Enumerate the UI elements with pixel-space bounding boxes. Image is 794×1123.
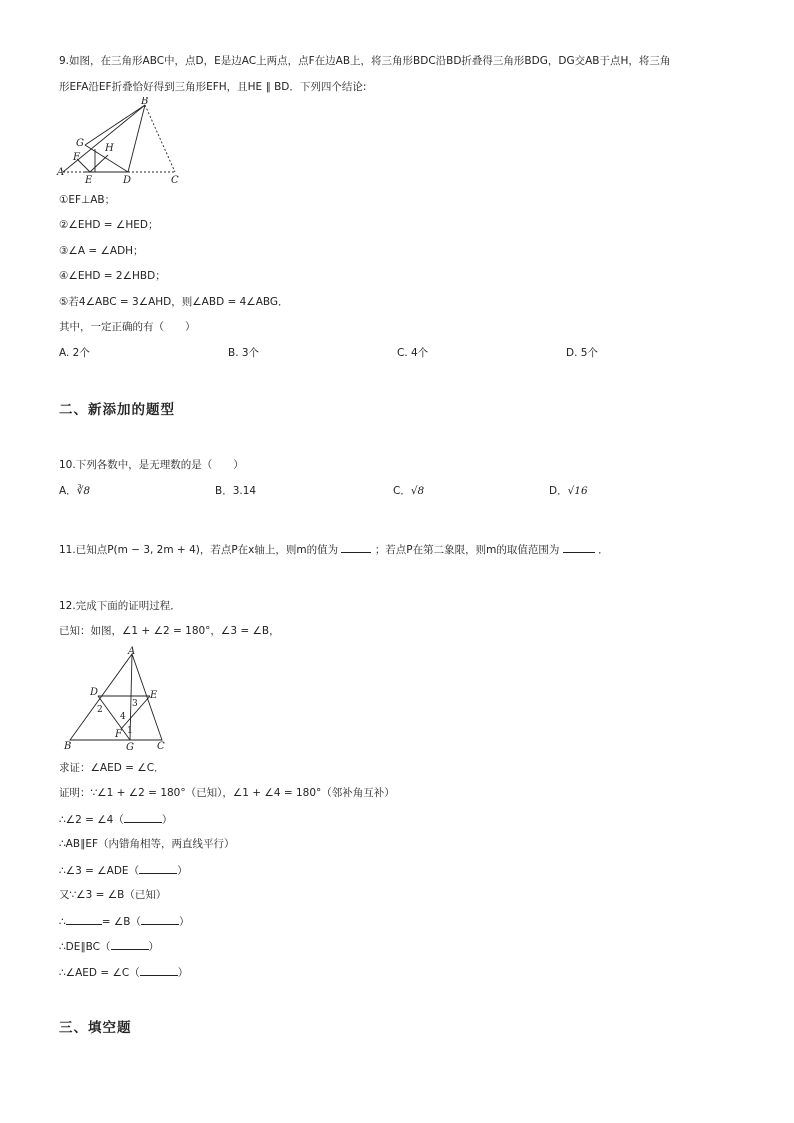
q10-stem: 10.下列各数中，是无理数的是（ ） xyxy=(59,459,244,471)
q10-option-d-letter: D． xyxy=(549,485,568,497)
q9-item-2: ②∠EHD = ∠HED； xyxy=(59,219,159,231)
q10-option-c-letter: C． xyxy=(393,485,411,497)
q12-label-C: C xyxy=(157,741,165,752)
q11-stem xyxy=(59,542,609,557)
q9-label-G: G xyxy=(76,138,84,149)
q10-option-a[interactable] xyxy=(59,484,90,498)
q9-label-E: E xyxy=(85,175,93,186)
q12-label-F: F xyxy=(115,729,122,740)
q12-proof-text: ∴DE∥BC（ xyxy=(59,941,111,953)
q9-option-b[interactable]: B. 3个 xyxy=(228,347,260,359)
q10-option-c[interactable] xyxy=(393,484,424,498)
q10-option-d-content: √16 xyxy=(567,485,588,497)
q9-question: 其中，一定正确的有（ ） xyxy=(59,321,196,333)
q10-option-a-letter: A． xyxy=(59,485,77,497)
section-2-heading: 二、新添加的题型 xyxy=(59,402,175,418)
q9-option-c[interactable]: C. 4个 xyxy=(397,347,429,359)
q10-option-a-content: ∛8 xyxy=(76,485,91,497)
q12-proof-text: ） xyxy=(177,865,188,877)
q11-part1: 11.已知点P(m − 3, 2m + 4)，若点P在x轴上，则m的值为 xyxy=(59,544,339,556)
q9-label-H: H xyxy=(105,143,114,154)
q12-proof-line-6 xyxy=(59,914,189,929)
q9-label-B: B xyxy=(141,97,149,107)
q12-proof-text: = ∠B（ xyxy=(101,916,141,928)
q10-option-b[interactable] xyxy=(215,484,256,498)
q11-blank-1[interactable] xyxy=(341,542,371,553)
q12-label-B: B xyxy=(64,741,72,752)
q12-blank-reason-6[interactable] xyxy=(141,914,179,925)
q12-given: 已知：如图，∠1 + ∠2 = 180°，∠3 = ∠B， xyxy=(59,625,280,637)
q12-proof-line-8 xyxy=(59,965,188,980)
q9-stem-line1: 9.如图，在三角形ABC中，点D，E是边AC上两点，点F在边AB上，将三角形BDC沿BD折叠得三角形BDG，DG交AB于点H，将三角 xyxy=(59,55,671,67)
q12-figure xyxy=(60,645,175,753)
q12-angle-1: 1 xyxy=(127,726,133,736)
q9-item-3: ③∠A = ∠ADH； xyxy=(59,245,144,257)
q9-item-5: ⑤若4∠ABC = 3∠AHD，则∠ABD = 4∠ABG． xyxy=(59,296,289,308)
q9-label-A: A xyxy=(57,167,65,178)
q12-angle-3: 3 xyxy=(132,699,138,709)
q12-proof-text: ） xyxy=(177,967,189,979)
q12-proof-text: ∴AB∥EF（内错角相等，两直线平行） xyxy=(59,838,235,850)
q12-title: 12.完成下面的证明过程． xyxy=(59,600,181,612)
q10-option-b-content: 3.14 xyxy=(232,485,257,497)
q9-label-D: D xyxy=(123,175,132,186)
q12-proof-text: ∴∠3 = ∠ADE（ xyxy=(59,865,140,877)
q9-figure xyxy=(55,97,190,187)
q12-proof-text: 证明：∵∠1 + ∠2 = 180°（已知），∠1 + ∠4 = 180°（邻补角互补） xyxy=(59,787,395,799)
q9-item-4: ④∠EHD = 2∠HBD； xyxy=(59,270,166,282)
q12-proof-text: ∴ xyxy=(59,916,66,928)
q12-proof-text: ∴∠2 = ∠4（ xyxy=(59,814,124,826)
q12-blank-reason-8[interactable] xyxy=(140,965,178,976)
q9-label-F: F xyxy=(73,152,80,163)
q12-proof-line-3 xyxy=(59,837,235,851)
q12-proof-line-5 xyxy=(59,888,166,902)
q11-part2: ；若点P在第二象限，则m的取值范围为 xyxy=(374,544,560,556)
q12-proof-text: ） xyxy=(161,814,173,826)
q12-blank-reason-4[interactable] xyxy=(139,863,177,874)
q12-angle-2: 2 xyxy=(97,705,103,715)
q12-prove: 求证：∠AED = ∠C． xyxy=(59,762,165,774)
q12-blank-reason-7[interactable] xyxy=(111,939,149,950)
q10-option-d[interactable] xyxy=(549,484,588,498)
q9-label-C: C xyxy=(171,175,179,186)
q9-item-1: ①EF⊥AB； xyxy=(59,194,116,206)
section-3-heading: 三、填空题 xyxy=(59,1020,132,1036)
q11-part3: ． xyxy=(598,544,609,556)
q12-blank-angle[interactable] xyxy=(66,914,102,925)
q9-stem-line2: 形EFA沿EF折叠恰好得到三角形EFH，且HE ∥ BD．下列四个结论: xyxy=(59,81,367,93)
q12-proof-text: ） xyxy=(148,941,160,953)
q12-label-D: D xyxy=(90,687,99,698)
q12-blank-reason-2[interactable] xyxy=(124,812,162,823)
q11-blank-2[interactable] xyxy=(563,542,595,553)
q12-angle-4: 4 xyxy=(120,712,126,722)
q9-option-d[interactable]: D. 5个 xyxy=(566,347,598,359)
q9-option-a[interactable]: A. 2个 xyxy=(59,347,90,359)
q10-option-c-content: √8 xyxy=(410,485,425,497)
q12-proof-text: ） xyxy=(178,916,190,928)
q12-label-A: A xyxy=(128,646,136,657)
q12-proof-line-7 xyxy=(59,939,159,954)
q12-label-E: E xyxy=(150,690,158,701)
q12-proof-text: ∴∠AED = ∠C（ xyxy=(59,967,140,979)
q12-label-G: G xyxy=(126,742,134,753)
q10-option-b-letter: B． xyxy=(215,485,233,497)
q12-proof-line-2 xyxy=(59,812,172,827)
q12-proof-line-1 xyxy=(59,786,395,800)
q12-proof-line-4 xyxy=(59,863,188,878)
q12-proof-text: 又∵∠3 = ∠B（已知） xyxy=(59,889,167,901)
